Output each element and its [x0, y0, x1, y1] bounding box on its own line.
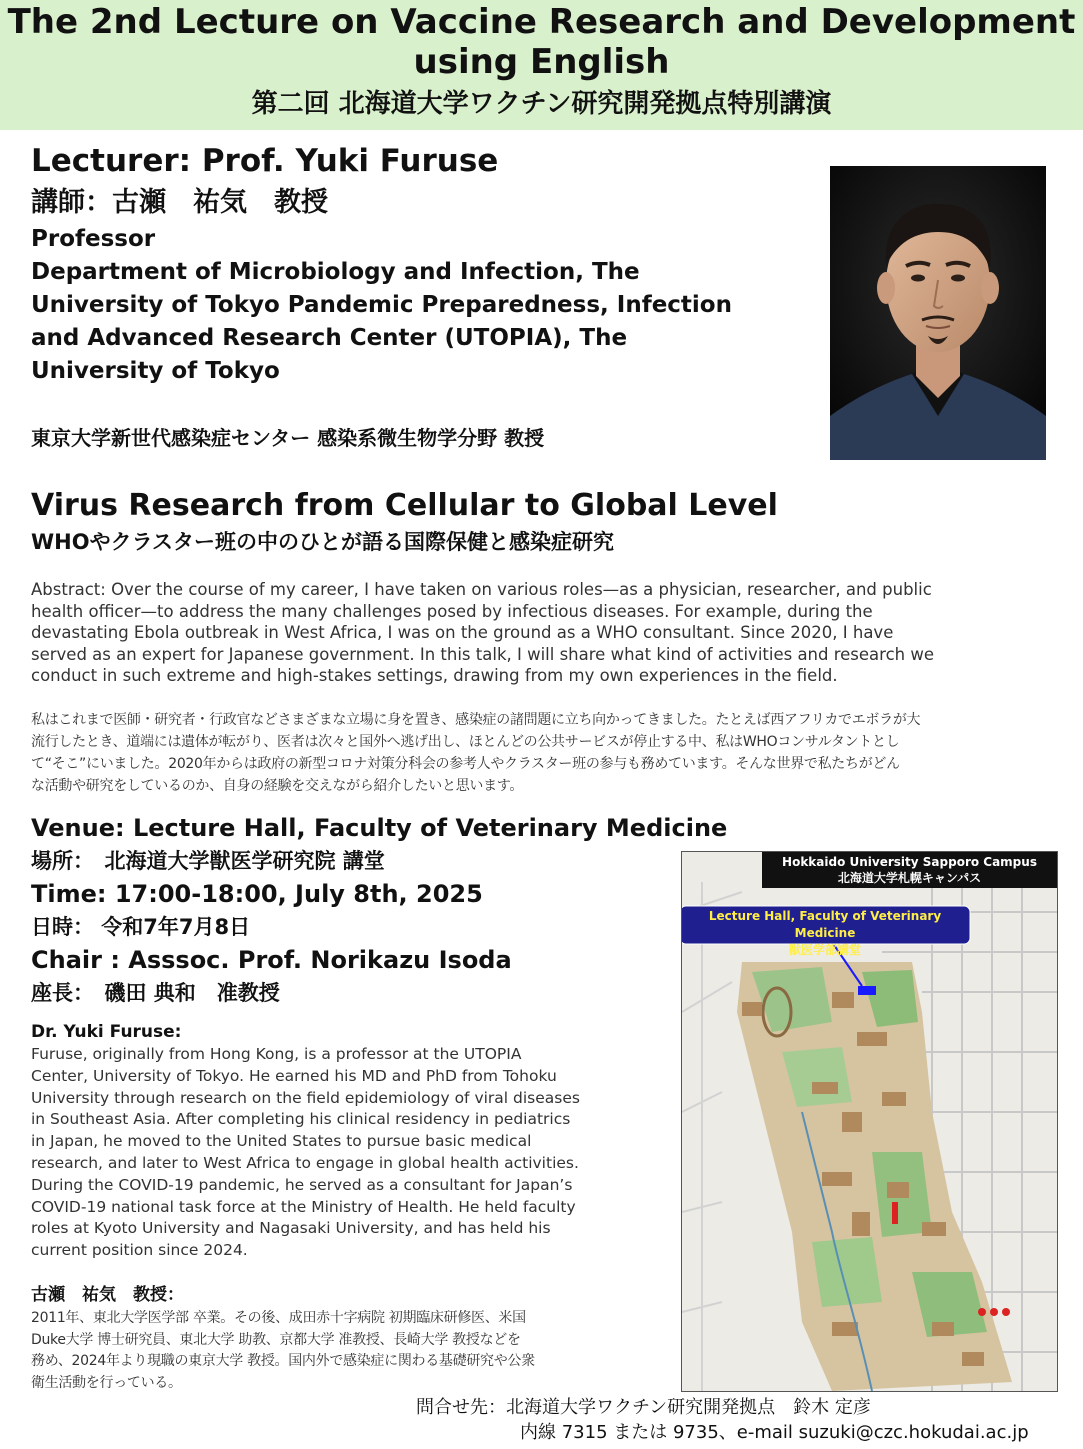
time-jp: 日時： 令和7年7月8日	[31, 915, 251, 939]
bio-line: current position since 2024.	[31, 1241, 248, 1260]
abstract-jp-line: な活動や研究をしているのか、自身の経験を交えながら紹介したいと思います。	[31, 778, 524, 794]
event-title-jp: 第二回 北海道大学ワクチン研究開発拠点特別講演	[251, 89, 832, 119]
lecturer-affiliation-line: University of Tokyo	[31, 358, 280, 384]
abstract-line: served as an expert for Japanese government. In this talk, I will share what kind of activities and research we	[31, 644, 935, 664]
bio-en	[31, 1044, 660, 1262]
time-en: Time: 17:00-18:00, July 8th, 2025	[31, 880, 483, 908]
map-title-jp: 北海道大学札幌キャンパス	[837, 871, 982, 885]
bio-line: in Japan, he moved to the United States to pursue basic medical	[31, 1132, 532, 1151]
lecturer-affiliation-line: Department of Microbiology and Infection, The	[31, 259, 640, 285]
map-title	[762, 852, 1057, 886]
bio-line: Center, University of Tokyo. He earned his MD and PhD from Tohoku	[31, 1066, 557, 1085]
lecturer-affiliation-jp: 東京大学新世代感染症センター 感染系微生物学分野 教授	[31, 426, 545, 450]
header-banner	[0, 0, 1083, 130]
bio-line: Furuse, originally from Hong Kong, is a professor at the UTOPIA	[31, 1045, 522, 1063]
venue-en: Venue: Lecture Hall, Faculty of Veterinary Medicine	[31, 814, 728, 842]
abstract-line: conduct in such extreme and high-stakes settings, drawing from my own experiences in the field.	[31, 666, 838, 685]
abstract-line: health officer—to address the many challenges posed by infectious diseases. For example, during the	[31, 601, 873, 621]
bio-jp-line: 務め、2024年より現職の東京大学 教授。国内外で感染症に関わる基礎研究や公衆	[31, 1353, 535, 1369]
lecturer-name-jp: 講師：古瀬 祐気 教授	[31, 187, 328, 218]
lecturer-affiliation-line: University of Tokyo Pandemic Preparedness, Infection	[31, 292, 732, 318]
bio-jp-line: 2011年、東北大学医学部 卒業。その後、成田赤十字病院 初期臨床研修医、米国	[31, 1310, 526, 1326]
bio-jp-line: 衛生活動を行っている。	[31, 1374, 182, 1391]
lecturer-name: Lecturer: Prof. Yuki Furuse	[31, 143, 499, 179]
bio-line: research, and later to West Africa to engage in global health activities.	[31, 1153, 579, 1172]
event-title-line2: using English	[413, 42, 670, 82]
abstract-jp	[31, 709, 920, 797]
talk-title: Virus Research from Cellular to Global Level	[31, 488, 778, 523]
abstract-jp-line: 私はこれまで医師・研究者・行政官などさまざまな立場に身を置き、感染症の諸問題に立ち向かってきました。たとえば西アフリカでエボラが大	[31, 712, 921, 728]
event-title-line1: The 2nd Lecture on Vaccine Research and Development	[7, 2, 1076, 42]
chair-jp: 座長： 磯田 典和 准教授	[31, 981, 280, 1005]
lecturer-portrait-image	[830, 166, 1046, 460]
bio-heading-jp: 古瀬 祐気 教授：	[31, 1285, 184, 1305]
contact-line2: 内線 7315 または 9735、e-mail suzuki@czc.hokudai.ac.jp	[520, 1422, 1029, 1443]
bio-heading: Dr. Yuki Furuse:	[31, 1022, 182, 1042]
abstract-jp-line: て“そこ”にいました。2020年からは政府の新型コロナ対策分科会の参考人やクラスター班の参与も務めています。そんな世界で私たちがどん	[31, 756, 900, 772]
bio-line: During the COVID-19 pandemic, he served as a consultant for Japan’s	[31, 1175, 573, 1194]
contact-line1: 問合せ先：北海道大学ワクチン研究開発拠点 鈴木 定彦	[416, 1397, 871, 1418]
bio-line: COVID-19 national task force at the Ministry of Health. He held faculty	[31, 1197, 576, 1216]
abstract-line: devastating Ebola outbreak in West Africa, I was on the ground as a WHO consultant. Since 2020, I have	[31, 623, 894, 642]
bio-line: University through research on the field epidemiology of viral diseases	[31, 1088, 580, 1107]
talk-title-jp: WHOやクラスター班の中のひとが語る国際保健と感染症研究	[31, 530, 614, 554]
map-callout-en: Lecture Hall, Faculty of Veterinary Medicine	[708, 909, 942, 940]
lecturer-position: Professor	[31, 226, 156, 252]
abstract-line: Abstract: Over the course of my career, I have taken on various roles—as a physician, researcher, and public	[31, 580, 932, 599]
bio-line: roles at Kyoto University and Nagasaki University, and has held his	[31, 1219, 551, 1238]
bio-jp	[31, 1308, 535, 1394]
lecturer-affiliation-line: and Advanced Research Center (UTOPIA), The	[31, 325, 628, 351]
chair-en: Chair : Asssoc. Prof. Norikazu Isoda	[31, 946, 512, 974]
lecture-hall-marker	[858, 986, 876, 995]
bio-jp-line: Duke大学 博士研究員、東北大学 助教、京都大学 准教授、長崎大学 教授などを	[31, 1331, 521, 1348]
campus-map	[681, 851, 1058, 1392]
abstract-jp-line: 流行したとき、道端には遺体が転がり、医者は次々と国外へ逃げ出し、ほとんどの公共サービスが停止する中、私はWHOコンサルタントとし	[31, 734, 900, 750]
map-callout-jp: 獣医学部講堂	[788, 943, 861, 957]
abstract-en	[31, 579, 934, 687]
map-callout	[681, 908, 970, 959]
map-title-en: Hokkaido University Sapporo Campus	[782, 855, 1037, 869]
venue-jp: 場所： 北海道大学獣医学研究院 講堂	[31, 849, 385, 873]
lecturer-photo	[830, 166, 1046, 460]
bio-line: in Southeast Asia. After completing his clinical residency in pediatrics	[31, 1110, 571, 1129]
